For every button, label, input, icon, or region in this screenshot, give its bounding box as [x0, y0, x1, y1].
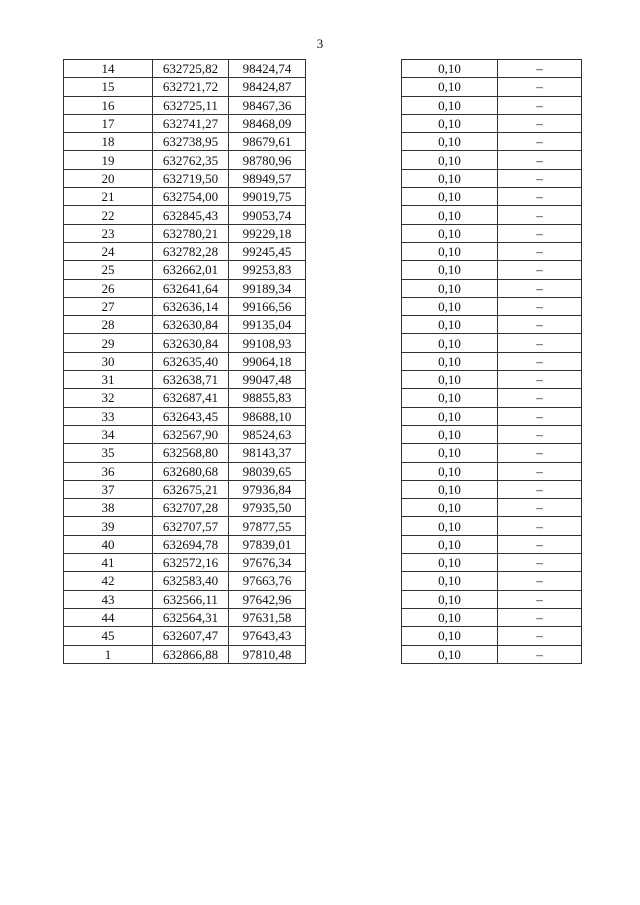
- dash-cell: –: [498, 608, 582, 626]
- table-row: [64, 462, 306, 480]
- value-cell: 0,10: [402, 499, 498, 517]
- point-number-cell: 40: [64, 535, 153, 553]
- point-number-cell: 43: [64, 590, 153, 608]
- table-row: [64, 407, 306, 425]
- dash-cell: –: [498, 316, 582, 334]
- dash-cell: –: [498, 480, 582, 498]
- y-coordinate-cell: 98855,83: [229, 389, 306, 407]
- x-coordinate-cell: 632643,45: [153, 407, 229, 425]
- table-row: [402, 371, 582, 389]
- x-coordinate-cell: 632566,11: [153, 590, 229, 608]
- value-cell: 0,10: [402, 590, 498, 608]
- table-row: [402, 499, 582, 517]
- point-number-cell: 23: [64, 224, 153, 242]
- value-cell: 0,10: [402, 206, 498, 224]
- table-row: [64, 242, 306, 260]
- value-cell: 0,10: [402, 188, 498, 206]
- x-coordinate-cell: 632707,28: [153, 499, 229, 517]
- value-cell: 0,10: [402, 517, 498, 535]
- point-number-cell: 31: [64, 371, 153, 389]
- y-coordinate-cell: 99053,74: [229, 206, 306, 224]
- point-number-cell: 34: [64, 425, 153, 443]
- table-row: [402, 169, 582, 187]
- value-cell: 0,10: [402, 608, 498, 626]
- x-coordinate-cell: 632636,14: [153, 297, 229, 315]
- x-coordinate-cell: 632845,43: [153, 206, 229, 224]
- y-coordinate-cell: 99019,75: [229, 188, 306, 206]
- dash-cell: –: [498, 279, 582, 297]
- values-table: [401, 59, 582, 664]
- table-row: [64, 444, 306, 462]
- x-coordinate-cell: 632725,11: [153, 96, 229, 114]
- values-table-body: [402, 60, 582, 664]
- y-coordinate-cell: 97810,48: [229, 645, 306, 663]
- dash-cell: –: [498, 499, 582, 517]
- y-coordinate-cell: 97935,50: [229, 499, 306, 517]
- point-number-cell: 16: [64, 96, 153, 114]
- y-coordinate-cell: 97643,43: [229, 627, 306, 645]
- x-coordinate-cell: 632780,21: [153, 224, 229, 242]
- table-row: [64, 608, 306, 626]
- point-number-cell: 15: [64, 78, 153, 96]
- table-row: [64, 389, 306, 407]
- point-number-cell: 36: [64, 462, 153, 480]
- dash-cell: –: [498, 590, 582, 608]
- point-number-cell: 37: [64, 480, 153, 498]
- table-row: [64, 517, 306, 535]
- x-coordinate-cell: 632741,27: [153, 114, 229, 132]
- table-row: [402, 114, 582, 132]
- point-number-cell: 14: [64, 60, 153, 78]
- y-coordinate-cell: 99047,48: [229, 371, 306, 389]
- y-coordinate-cell: 98424,87: [229, 78, 306, 96]
- point-number-cell: 19: [64, 151, 153, 169]
- value-cell: 0,10: [402, 389, 498, 407]
- table-row: [64, 151, 306, 169]
- value-cell: 0,10: [402, 78, 498, 96]
- table-row: [402, 188, 582, 206]
- y-coordinate-cell: 99229,18: [229, 224, 306, 242]
- y-coordinate-cell: 99108,93: [229, 334, 306, 352]
- coordinates-table-body: [64, 60, 306, 664]
- value-cell: 0,10: [402, 627, 498, 645]
- dash-cell: –: [498, 462, 582, 480]
- x-coordinate-cell: 632680,68: [153, 462, 229, 480]
- value-cell: 0,10: [402, 371, 498, 389]
- point-number-cell: 25: [64, 261, 153, 279]
- table-row: [402, 224, 582, 242]
- value-cell: 0,10: [402, 297, 498, 315]
- value-cell: 0,10: [402, 224, 498, 242]
- point-number-cell: 27: [64, 297, 153, 315]
- point-number-cell: 1: [64, 645, 153, 663]
- point-number-cell: 24: [64, 242, 153, 260]
- table-row: [64, 352, 306, 370]
- dash-cell: –: [498, 114, 582, 132]
- table-row: [402, 389, 582, 407]
- x-coordinate-cell: 632675,21: [153, 480, 229, 498]
- table-row: [64, 627, 306, 645]
- value-cell: 0,10: [402, 279, 498, 297]
- table-row: [64, 590, 306, 608]
- point-number-cell: 41: [64, 554, 153, 572]
- y-coordinate-cell: 98524,63: [229, 425, 306, 443]
- point-number-cell: 29: [64, 334, 153, 352]
- table-row: [64, 279, 306, 297]
- dash-cell: –: [498, 297, 582, 315]
- x-coordinate-cell: 632641,64: [153, 279, 229, 297]
- table-row: [402, 480, 582, 498]
- point-number-cell: 28: [64, 316, 153, 334]
- table-row: [402, 590, 582, 608]
- dash-cell: –: [498, 151, 582, 169]
- y-coordinate-cell: 99245,45: [229, 242, 306, 260]
- y-coordinate-cell: 98039,65: [229, 462, 306, 480]
- table-row: [64, 114, 306, 132]
- value-cell: 0,10: [402, 114, 498, 132]
- table-row: [402, 352, 582, 370]
- table-row: [402, 535, 582, 553]
- dash-cell: –: [498, 517, 582, 535]
- table-row: [64, 60, 306, 78]
- table-row: [402, 608, 582, 626]
- x-coordinate-cell: 632719,50: [153, 169, 229, 187]
- table-row: [402, 572, 582, 590]
- y-coordinate-cell: 98949,57: [229, 169, 306, 187]
- y-coordinate-cell: 97663,76: [229, 572, 306, 590]
- dash-cell: –: [498, 425, 582, 443]
- table-row: [64, 188, 306, 206]
- dash-cell: –: [498, 352, 582, 370]
- point-number-cell: 32: [64, 389, 153, 407]
- dash-cell: –: [498, 535, 582, 553]
- point-number-cell: 18: [64, 133, 153, 151]
- value-cell: 0,10: [402, 96, 498, 114]
- y-coordinate-cell: 99166,56: [229, 297, 306, 315]
- x-coordinate-cell: 632738,95: [153, 133, 229, 151]
- table-row: [64, 425, 306, 443]
- table-row: [402, 261, 582, 279]
- value-cell: 0,10: [402, 480, 498, 498]
- y-coordinate-cell: 99135,04: [229, 316, 306, 334]
- y-coordinate-cell: 98780,96: [229, 151, 306, 169]
- x-coordinate-cell: 632662,01: [153, 261, 229, 279]
- table-row: [402, 206, 582, 224]
- value-cell: 0,10: [402, 334, 498, 352]
- x-coordinate-cell: 632782,28: [153, 242, 229, 260]
- dash-cell: –: [498, 627, 582, 645]
- table-row: [402, 645, 582, 663]
- table-row: [64, 572, 306, 590]
- point-number-cell: 33: [64, 407, 153, 425]
- dash-cell: –: [498, 169, 582, 187]
- x-coordinate-cell: 632762,35: [153, 151, 229, 169]
- value-cell: 0,10: [402, 169, 498, 187]
- dash-cell: –: [498, 261, 582, 279]
- dash-cell: –: [498, 78, 582, 96]
- dash-cell: –: [498, 572, 582, 590]
- x-coordinate-cell: 632866,88: [153, 645, 229, 663]
- dash-cell: –: [498, 334, 582, 352]
- dash-cell: –: [498, 96, 582, 114]
- y-coordinate-cell: 98688,10: [229, 407, 306, 425]
- table-row: [402, 517, 582, 535]
- table-row: [64, 316, 306, 334]
- table-row: [64, 480, 306, 498]
- point-number-cell: 22: [64, 206, 153, 224]
- dash-cell: –: [498, 133, 582, 151]
- table-row: [402, 316, 582, 334]
- point-number-cell: 17: [64, 114, 153, 132]
- table-row: [402, 554, 582, 572]
- value-cell: 0,10: [402, 425, 498, 443]
- table-row: [402, 279, 582, 297]
- x-coordinate-cell: 632564,31: [153, 608, 229, 626]
- table-row: [64, 169, 306, 187]
- dash-cell: –: [498, 60, 582, 78]
- point-number-cell: 30: [64, 352, 153, 370]
- x-coordinate-cell: 632721,72: [153, 78, 229, 96]
- table-row: [402, 242, 582, 260]
- dash-cell: –: [498, 645, 582, 663]
- table-row: [402, 96, 582, 114]
- x-coordinate-cell: 632607,47: [153, 627, 229, 645]
- value-cell: 0,10: [402, 407, 498, 425]
- point-number-cell: 35: [64, 444, 153, 462]
- table-row: [402, 462, 582, 480]
- table-row: [64, 96, 306, 114]
- x-coordinate-cell: 632572,16: [153, 554, 229, 572]
- table-row: [64, 499, 306, 517]
- table-row: [64, 297, 306, 315]
- dash-cell: –: [498, 206, 582, 224]
- table-row: [64, 261, 306, 279]
- x-coordinate-cell: 632754,00: [153, 188, 229, 206]
- y-coordinate-cell: 97877,55: [229, 517, 306, 535]
- x-coordinate-cell: 632567,90: [153, 425, 229, 443]
- x-coordinate-cell: 632687,41: [153, 389, 229, 407]
- table-row: [402, 425, 582, 443]
- value-cell: 0,10: [402, 352, 498, 370]
- point-number-cell: 20: [64, 169, 153, 187]
- x-coordinate-cell: 632638,71: [153, 371, 229, 389]
- x-coordinate-cell: 632630,84: [153, 316, 229, 334]
- dash-cell: –: [498, 389, 582, 407]
- dash-cell: –: [498, 188, 582, 206]
- x-coordinate-cell: 632707,57: [153, 517, 229, 535]
- x-coordinate-cell: 632583,40: [153, 572, 229, 590]
- dash-cell: –: [498, 554, 582, 572]
- table-row: [64, 334, 306, 352]
- table-row: [64, 554, 306, 572]
- x-coordinate-cell: 632635,40: [153, 352, 229, 370]
- dash-cell: –: [498, 242, 582, 260]
- x-coordinate-cell: 632568,80: [153, 444, 229, 462]
- value-cell: 0,10: [402, 316, 498, 334]
- value-cell: 0,10: [402, 554, 498, 572]
- dash-cell: –: [498, 407, 582, 425]
- point-number-cell: 21: [64, 188, 153, 206]
- y-coordinate-cell: 97936,84: [229, 480, 306, 498]
- table-row: [402, 133, 582, 151]
- table-row: [64, 206, 306, 224]
- table-row: [64, 645, 306, 663]
- point-number-cell: 38: [64, 499, 153, 517]
- table-row: [402, 444, 582, 462]
- dash-cell: –: [498, 444, 582, 462]
- table-row: [402, 297, 582, 315]
- point-number-cell: 26: [64, 279, 153, 297]
- table-row: [64, 535, 306, 553]
- value-cell: 0,10: [402, 133, 498, 151]
- value-cell: 0,10: [402, 60, 498, 78]
- x-coordinate-cell: 632694,78: [153, 535, 229, 553]
- value-cell: 0,10: [402, 242, 498, 260]
- y-coordinate-cell: 99064,18: [229, 352, 306, 370]
- point-number-cell: 42: [64, 572, 153, 590]
- value-cell: 0,10: [402, 151, 498, 169]
- y-coordinate-cell: 98467,36: [229, 96, 306, 114]
- x-coordinate-cell: 632725,82: [153, 60, 229, 78]
- y-coordinate-cell: 97676,34: [229, 554, 306, 572]
- table-row: [402, 60, 582, 78]
- y-coordinate-cell: 98679,61: [229, 133, 306, 151]
- point-number-cell: 44: [64, 608, 153, 626]
- y-coordinate-cell: 98468,09: [229, 114, 306, 132]
- value-cell: 0,10: [402, 535, 498, 553]
- y-coordinate-cell: 97631,58: [229, 608, 306, 626]
- dash-cell: –: [498, 371, 582, 389]
- x-coordinate-cell: 632630,84: [153, 334, 229, 352]
- coordinates-table: [63, 59, 306, 664]
- table-row: [402, 334, 582, 352]
- value-cell: 0,10: [402, 572, 498, 590]
- y-coordinate-cell: 99253,83: [229, 261, 306, 279]
- point-number-cell: 39: [64, 517, 153, 535]
- table-row: [64, 371, 306, 389]
- y-coordinate-cell: 98424,74: [229, 60, 306, 78]
- table-row: [402, 151, 582, 169]
- table-row: [402, 407, 582, 425]
- table-row: [64, 78, 306, 96]
- y-coordinate-cell: 97642,96: [229, 590, 306, 608]
- value-cell: 0,10: [402, 645, 498, 663]
- table-row: [64, 133, 306, 151]
- table-row: [64, 224, 306, 242]
- point-number-cell: 45: [64, 627, 153, 645]
- page-number: 3: [316, 36, 324, 51]
- table-row: [402, 627, 582, 645]
- y-coordinate-cell: 98143,37: [229, 444, 306, 462]
- table-row: [402, 78, 582, 96]
- dash-cell: –: [498, 224, 582, 242]
- y-coordinate-cell: 97839,01: [229, 535, 306, 553]
- value-cell: 0,10: [402, 462, 498, 480]
- value-cell: 0,10: [402, 444, 498, 462]
- y-coordinate-cell: 99189,34: [229, 279, 306, 297]
- value-cell: 0,10: [402, 261, 498, 279]
